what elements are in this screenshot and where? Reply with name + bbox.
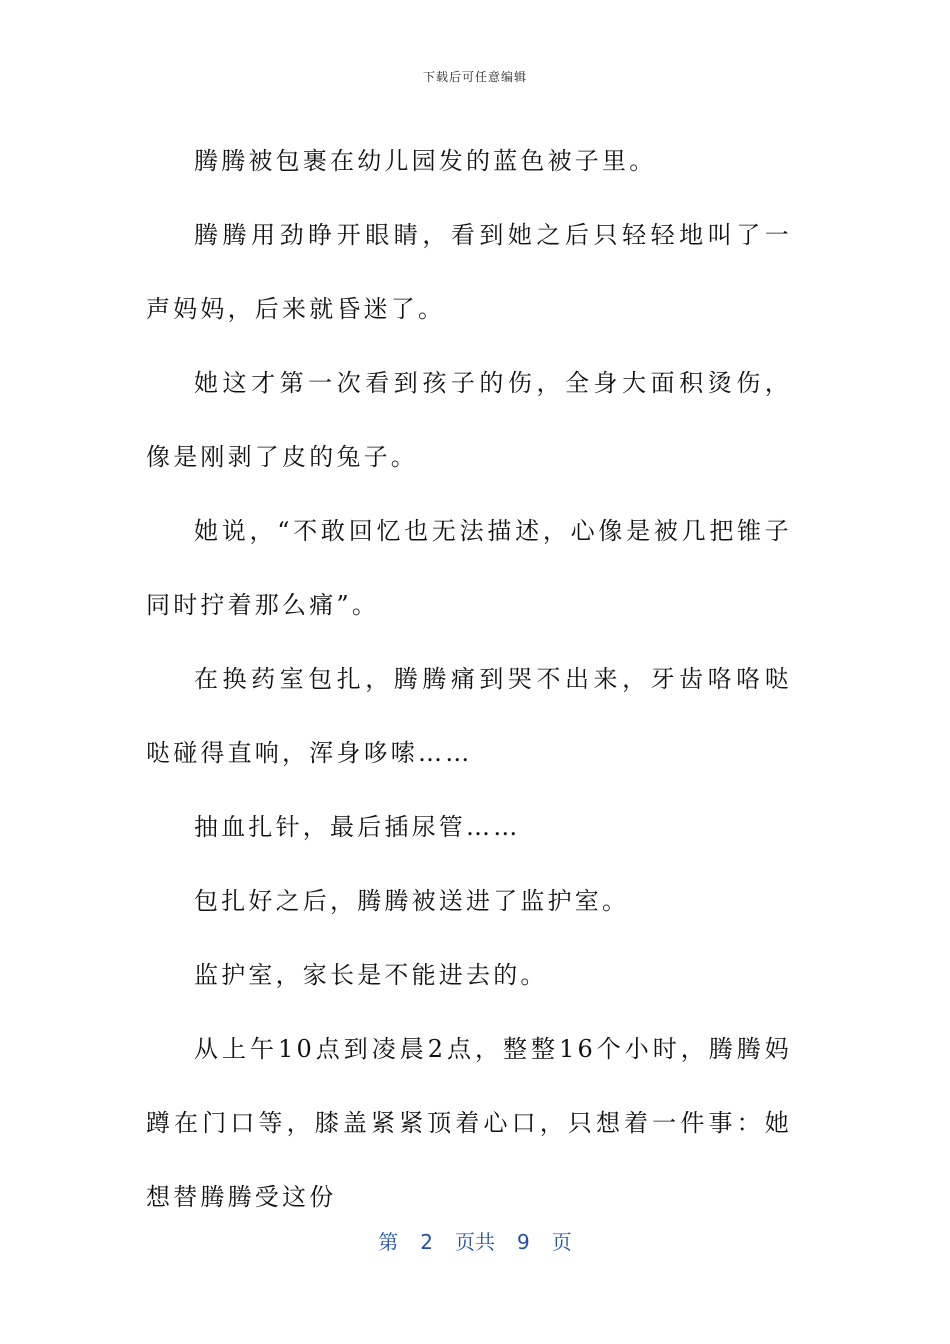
page-footer <box>0 1226 950 1255</box>
footer-page-number: 2 <box>420 1230 433 1254</box>
paragraph-6: 抽血扎针，最后插尿管…… <box>194 813 521 841</box>
footer-total-pages: 9 <box>517 1230 530 1254</box>
paragraph-3: 她这才第一次看到孩子的伤，全身大面积烫伤，像是刚剥了皮的兔子。 <box>146 369 792 471</box>
paragraph-2: 腾腾用劲睁开眼睛，看到她之后只轻轻地叫了一声妈妈，后来就昏迷了。 <box>146 221 792 323</box>
body-text <box>146 124 792 1234</box>
paragraph-8: 监护室，家长是不能进去的。 <box>194 961 548 989</box>
header-text: 下载后可任意编辑 <box>422 70 527 84</box>
paragraph-4: 她说，“不敢回忆也无法描述，心像是被几把锥子同时拧着那么痛”。 <box>146 517 792 619</box>
paragraph-9: 从上午10点到凌晨2点，整整16个小时，腾腾妈蹲在门口等，膝盖紧紧顶着心口，只想着一件事：她想替腾腾受这份 <box>146 1035 792 1211</box>
paragraph-1: 腾腾被包裹在幼儿园发的蓝色被子里。 <box>194 147 657 175</box>
footer-suffix: 页 <box>551 1230 572 1254</box>
footer-prefix: 第 <box>378 1230 399 1254</box>
footer-middle: 页共 <box>455 1230 495 1254</box>
page-header <box>0 68 950 85</box>
paragraph-7: 包扎好之后，腾腾被送进了监护室。 <box>194 887 630 915</box>
paragraph-5: 在换药室包扎，腾腾痛到哭不出来，牙齿咯咯哒哒碰得直响，浑身哆嗦…… <box>146 665 792 767</box>
